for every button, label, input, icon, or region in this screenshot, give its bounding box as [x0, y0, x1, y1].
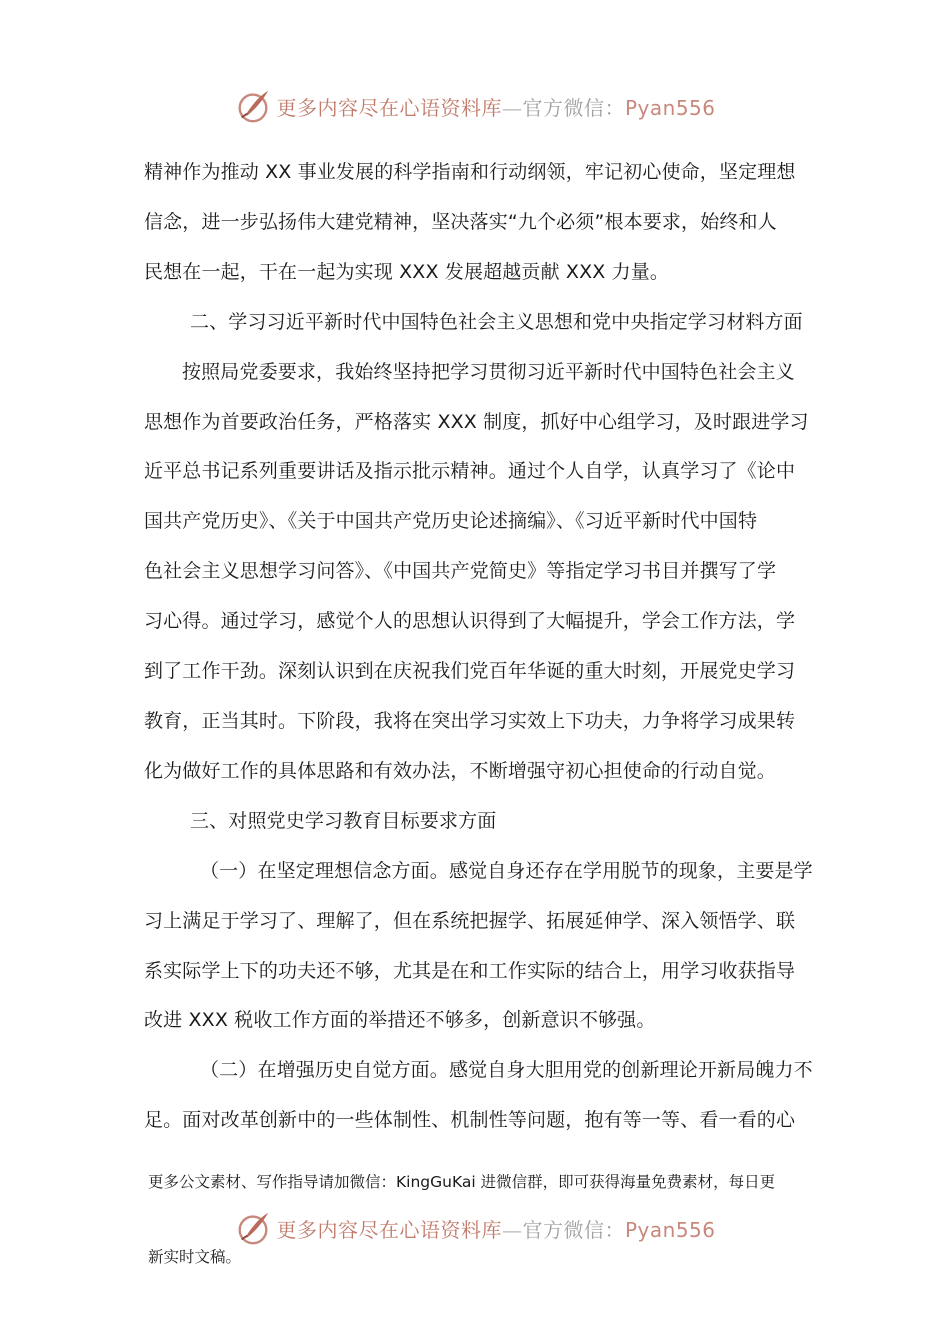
section-heading: 二、学习习近平新时代中国特色社会主义思想和党中央指定学习材料方面 [190, 310, 803, 333]
text-line: 系实际学上下的功夫还不够，尤其是在和工作实际的结合上，用学习收获指导 [144, 959, 796, 982]
banner-wechat-id: Pyan556 [624, 1217, 716, 1242]
document-body [144, 148, 813, 1146]
section-heading: 三、对照党史学习教育目标要求方面 [190, 809, 497, 832]
text-line: 按照局党委要求，我始终坚持把学习贯彻习近平新时代中国特色社会主义 [182, 360, 795, 383]
text-line: 近平总书记系列重要讲话及指示批示精神。通过个人自学，认真学习了《论中 [144, 460, 796, 483]
banner-dash: — [501, 95, 523, 120]
text-line: 足。面对改革创新中的一些体制性、机制性等问题，抱有等一等、看一看的心 [144, 1109, 796, 1132]
footer-wechat-id: KingGuKai [396, 1173, 476, 1191]
banner-wechat-label: 官方微信： [522, 95, 625, 120]
footer-banner [0, 1206, 950, 1250]
text-line: 精神作为推动 XX 事业发展的科学指南和行动纲领，牢记初心使命，坚定理想 [144, 161, 796, 183]
text-line: 到了工作干劲。深刻认识到在庆祝我们党百年华诞的重大时刻，开展党史学习 [144, 660, 796, 683]
footer-note [148, 1170, 818, 1194]
footer-note-post: 进微信群，即可获得海量免费素材，每日更 [475, 1173, 776, 1191]
text-line: 信念，进一步弘扬伟大建党精神，坚决落实“九个必须”根本要求，始终和人 [144, 210, 777, 233]
text-line: 化为做好工作的具体思路和有效办法，不断增强守初心担使命的行动自觉。 [144, 759, 776, 782]
text-line: （二）在增强历史自觉方面。感觉自身大胆用党的创新理论开新局魄力不 [200, 1059, 813, 1082]
quill-pen-icon [234, 87, 272, 125]
banner-brand: 更多内容尽在心语资料库 [276, 95, 502, 120]
banner-wechat-id: Pyan556 [624, 95, 716, 120]
text-line: 思想作为首要政治任务，严格落实 XXX 制度，抓好中心组学习，及时跟进学习 [144, 410, 809, 433]
text-line: 改进 XXX 税收工作方面的举措还不够多，创新意识不够强。 [144, 1009, 656, 1032]
text-line: 习心得。通过学习，感觉个人的思想认识得到了大幅提升，学会工作方法，学 [144, 610, 796, 633]
text-line: （一）在坚定理想信念方面。感觉自身还存在学用脱节的现象，主要是学 [200, 859, 813, 882]
footer-note-pre: 更多公文素材、写作指导请加微信： [148, 1173, 397, 1191]
text-line: 民想在一起，干在一起为实现 XXX 发展超越贡献 XXX 力量。 [144, 260, 670, 283]
footer-note-tail: 新实时文稿。 [148, 1248, 242, 1266]
text-line: 习上满足于学习了、理解了，但在系统把握学、拓展延伸学、深入领悟学、联 [144, 909, 796, 932]
text-line: 国共产党历史》、《关于中国共产党历史论述摘编》、《习近平新时代中国特 [144, 510, 758, 533]
banner-brand: 更多内容尽在心语资料库 [276, 1217, 502, 1242]
banner-wechat-label: 官方微信： [522, 1217, 625, 1242]
quill-pen-icon [234, 1209, 272, 1247]
banner-dash: — [501, 1217, 523, 1242]
text-line: 色社会主义思想学习问答》、《中国共产党简史》等指定学习书目并撰写了学 [144, 560, 777, 583]
header-banner [0, 84, 950, 128]
text-line: 教育，正当其时。下阶段，我将在突出学习实效上下功夫，力争将学习成果转 [144, 709, 796, 732]
